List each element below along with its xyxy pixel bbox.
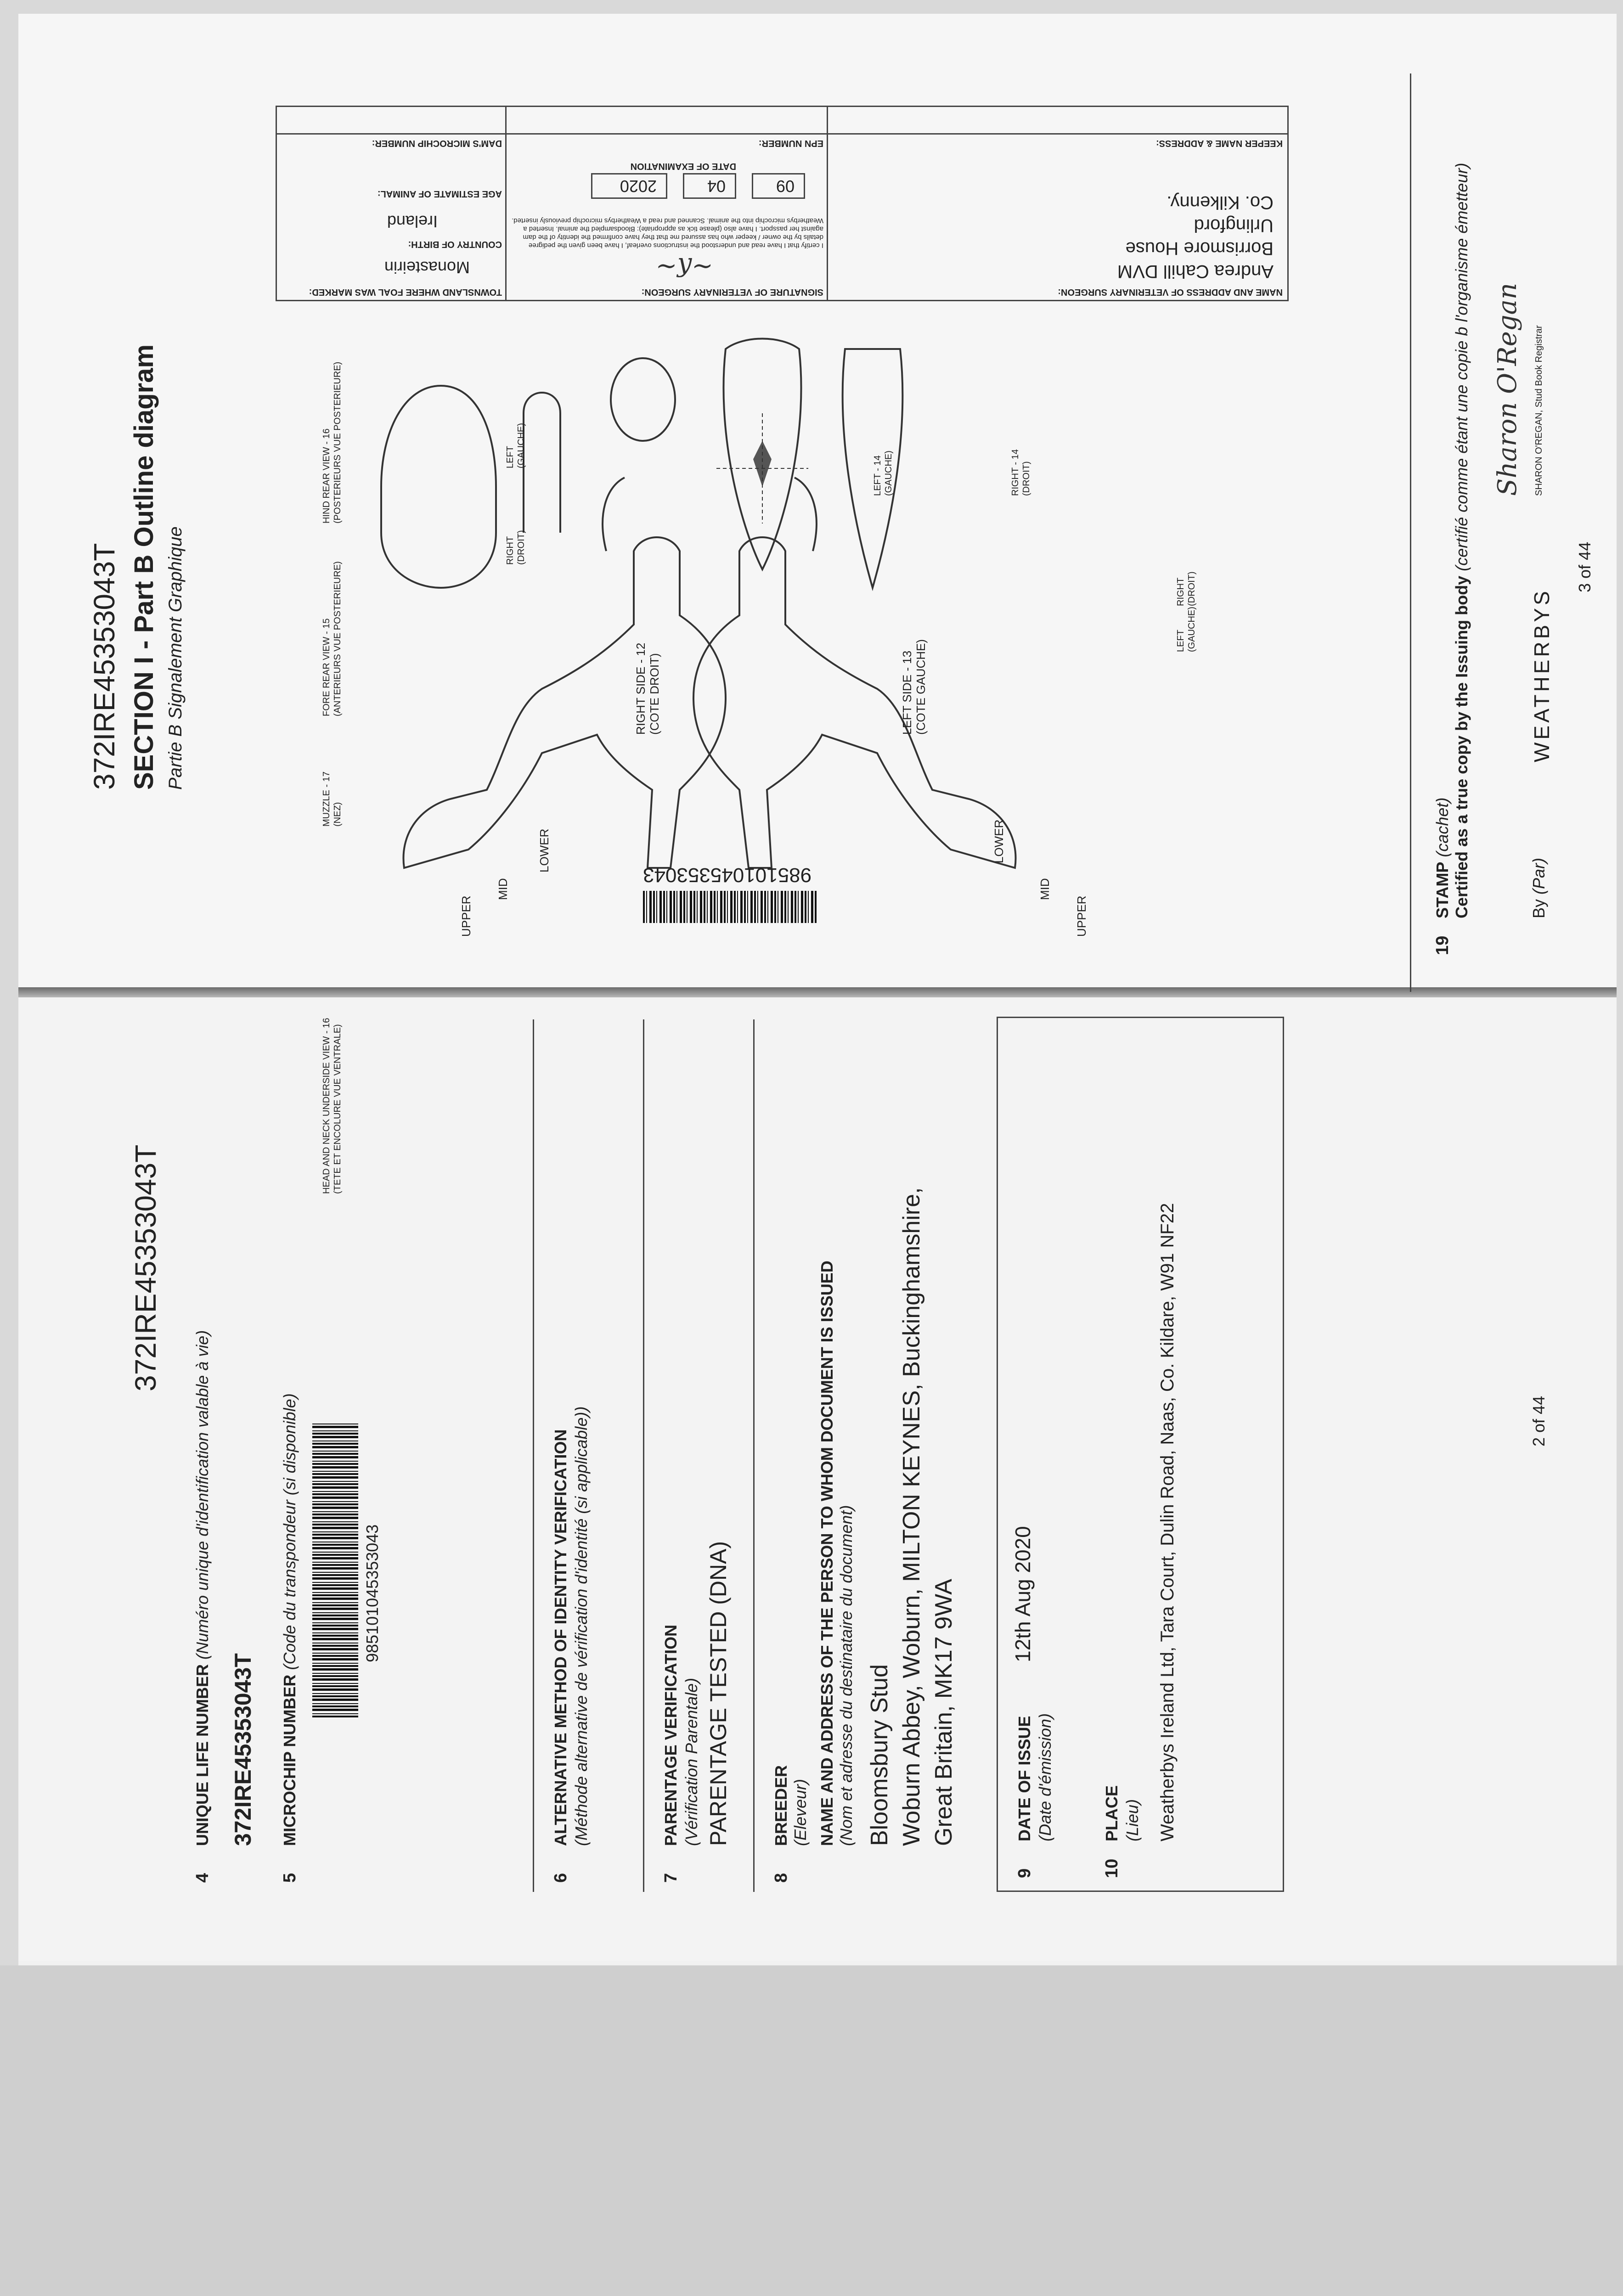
field-19-label: STAMP (cachet) [1433, 797, 1452, 918]
field-9-number: 9 [1015, 1868, 1034, 1878]
divider [643, 1019, 644, 1892]
breeder-address-line2: Great Britain, MK17 9WA [930, 1579, 957, 1846]
upper-label-2: UPPER [1075, 895, 1088, 937]
date-of-issue: 12th Aug 2020 [1011, 1526, 1035, 1662]
lower-label: LOWER [537, 828, 551, 872]
left-side-label: LEFT SIDE - 13 [900, 650, 914, 735]
field-5-number: 5 [280, 1873, 299, 1883]
field-10-label-fr: (Lieu) [1123, 1799, 1142, 1841]
country-label: COUNTRY OF BIRTH: [408, 239, 502, 249]
fore-rear-label-fr: (ANTERIEURS VUE POSTERIEURE) [332, 561, 343, 716]
field-4-number: 4 [193, 1873, 212, 1883]
field-9-label: DATE OF ISSUE [1015, 1716, 1034, 1841]
mid-label-top [496, 762, 514, 900]
left-side-label-fr: (COTE GAUCHE) [914, 639, 928, 735]
head-left-labels [873, 312, 909, 496]
fore-rear-label: FORE REAR VIEW - 15 [321, 618, 332, 716]
breeder-address-line1: Woburn Abbey, Woburn, MILTON KEYNES, Buckinghamshire, [898, 1187, 925, 1846]
diagram-barcode-number: 985101045353043 [643, 864, 812, 886]
vet-name-label: NAME AND ADDRESS OF VETERINARY SURGEON: [1058, 287, 1283, 297]
country-value: Ireland [387, 212, 438, 231]
vet-signature: ~ʎ~ [655, 252, 713, 281]
vet-line-4: Co. Kilkenny. [1167, 192, 1274, 213]
underside-left-label-fr: (GAUCHE) [1187, 607, 1197, 652]
field-5-label: MICROCHIP NUMBER (Code du transpondeur (si disponible) [280, 1393, 299, 1846]
muzzle-label: MUZZLE - 17 [321, 771, 332, 827]
fore-left-label-fr: (GAUCHE) [516, 423, 526, 468]
age-label: AGE ESTIMATE OF ANIMAL: [377, 189, 502, 199]
field-8-sublabel-fr: (Nom et adresse du destinataire du document) [837, 1505, 856, 1846]
fore-right-labels [505, 381, 542, 565]
lower-label-top [537, 735, 556, 872]
vet-divider-1 [827, 107, 828, 300]
fore-right-label-fr: (DROIT) [516, 530, 526, 565]
page-header-id: 372IRE45353043T [129, 1144, 162, 1391]
unique-life-number: 372IRE45353043T [230, 1653, 256, 1846]
section-title: SECTION I - Part B Outline diagram [129, 344, 159, 790]
field-19-by: By (Par) [1529, 857, 1548, 918]
date-exam-label: DATE OF EXAMINATION [630, 161, 736, 171]
date-month-box: 04 [683, 173, 736, 199]
divider [753, 1019, 755, 1892]
vet-divider-h [277, 133, 1287, 135]
diagram-barcode [643, 891, 817, 923]
field-9-label-fr: (Date d'émission) [1036, 1713, 1054, 1841]
field-10-label: PLACE [1102, 1785, 1121, 1841]
mid-label-2: MID [1038, 878, 1052, 900]
upper-label-bottom [1075, 799, 1093, 937]
keeper-label: KEEPER NAME & ADDRESS: [1156, 138, 1283, 148]
muzzle-label-fr: (NEZ) [332, 802, 343, 827]
left14-label: LEFT - 14 [873, 455, 883, 496]
head-neck-labels [321, 872, 358, 1194]
certify-text: I certify that I have read and understood the instructions overleaf, I have been given the pedigree details by the owner / keeper who has assured me that they have confirmed the identity of the dam against her passport. I have also (please tick as appropriate): Bloodsampled the animal. Inserted a Weatherbys microchip into the animal. Scanned and read a Weatherbys microchip previously inserted. [512, 217, 823, 249]
townsland-label: TOWNSLAND WHERE FOAL WAS MARKED: [309, 287, 502, 297]
head-neck-label-fr: (TETE ET ENCOLURE VUE VENTRALE) [332, 1024, 343, 1194]
upper-label-top [459, 799, 478, 937]
microchip-barcode [312, 1424, 358, 1717]
field-10-number: 10 [1102, 1858, 1121, 1878]
vet-line-2: Borrismore House [1125, 238, 1274, 259]
field-7-number: 7 [661, 1873, 681, 1883]
page-number-3: 3 of 44 [1575, 541, 1594, 592]
left-side-labels [900, 459, 992, 735]
lower-label-2: LOWER [992, 819, 1006, 863]
date-day-box: 09 [752, 173, 805, 199]
left-page-number [1529, 1309, 1557, 1446]
underside-right-labels [1176, 468, 1212, 606]
section-subtitle: Partie B Signalement Graphique [165, 526, 186, 790]
parentage-value: PARENTAGE TESTED (DNA) [705, 1541, 731, 1846]
date-year-box: 2020 [591, 173, 667, 199]
hind-rear-view [381, 386, 496, 588]
vet-line-3: Urlingford [1194, 215, 1274, 236]
breeder-name: Bloomsbury Stud [866, 1664, 893, 1846]
fore-right-label: RIGHT [505, 536, 515, 565]
microchip-number: 985101045353043 [363, 1524, 382, 1662]
right14-label-fr: (DROIT) [1021, 461, 1031, 496]
mid-label-bottom [1038, 762, 1056, 900]
hind-rear-label: HIND REAR VIEW - 16 [321, 428, 332, 523]
upper-label: UPPER [459, 895, 473, 937]
place-of-issue: Weatherbys Ireland Ltd, Tara Court, Dulin Road, Naas, Co. Kildare, W91 NF22 [1157, 1203, 1178, 1841]
townsland-value: Monasteirin [384, 258, 470, 277]
tail-right [603, 478, 625, 551]
page-number-2: 2 of 44 [1529, 1396, 1548, 1446]
right14-label: RIGHT - 14 [1010, 449, 1020, 496]
fore-left-label: LEFT [505, 446, 515, 468]
muzzle-labels [321, 643, 358, 827]
stamp-section [1424, 60, 1607, 955]
field-19-number: 19 [1433, 935, 1452, 955]
vet-divider-2 [505, 107, 507, 300]
underside-right-label: RIGHT [1176, 577, 1186, 606]
field-6-number: 6 [551, 1873, 570, 1883]
right-page-header [87, 101, 271, 790]
field-6-label: ALTERNATIVE METHOD OF IDENTITY VERIFICATION [551, 1429, 570, 1846]
field-7-label-fr: (Vérification Parentale) [682, 1677, 701, 1846]
hind-rear-label-fr: (POSTERIEURS VUE POSTERIEURE) [332, 361, 343, 523]
signature-label: SIGNATURE OF VETERINARY SURGEON: [641, 287, 823, 297]
left-page-content [64, 1001, 1607, 1919]
underside-left-label: LEFT [1176, 630, 1186, 652]
right-side-label: RIGHT SIDE - 12 [634, 642, 648, 735]
field-7-label: PARENTAGE VERIFICATION [661, 1624, 680, 1846]
scanner-margin [0, 1965, 1623, 2296]
lower-label-bottom [992, 726, 1010, 863]
head-right-labels [1010, 312, 1047, 496]
divider [533, 1019, 534, 1892]
field-8-number: 8 [772, 1873, 791, 1883]
issue-details [987, 1001, 1309, 1919]
page-fold [18, 987, 1617, 997]
stamp-top-border [1410, 73, 1411, 992]
vet-table [276, 106, 1289, 301]
tail-left [795, 478, 817, 551]
right-side-labels [634, 459, 726, 735]
right-side-label-fr: (COTE DROIT) [648, 653, 661, 735]
dam-chip-label: DAM'S MICROCHIP NUMBER: [372, 138, 502, 148]
registrar-name: SHARON O'REGAN, Stud Book Registrar [1534, 325, 1544, 496]
head-neck-label: HEAD AND NECK UNDERSIDE VIEW - 16 [321, 1018, 332, 1194]
registrar-signature: Sharon O'Regan [1493, 282, 1522, 496]
muzzle-view [611, 358, 675, 441]
field-8-label-fr: (Eleveur) [791, 1778, 810, 1846]
left14-label-fr: (GAUCHE) [884, 450, 894, 496]
field-6-label-fr: (Méthode alternative de vérification d'identité (si applicable)) [572, 1406, 591, 1846]
field-8-label: BREEDER [772, 1765, 790, 1846]
weatherbys-logo: WEATHERBYS [1530, 588, 1554, 762]
field-8-sublabel: NAME AND ADDRESS OF THE PERSON TO WHOM DOCUMENT IS ISSUED [817, 1261, 836, 1846]
vet-line-1: Andrea Cahill DVM [1117, 261, 1274, 281]
epn-label: EPN NUMBER: [758, 138, 823, 148]
underside-right-label-fr: (DROIT) [1187, 571, 1197, 606]
mid-label: MID [496, 878, 510, 900]
field-19-certified: Certified as a true copy by the Issuing body (certifié comme étant une copie b l'organisme émetteur) [1452, 163, 1471, 918]
field-4-label: UNIQUE LIFE NUMBER (Numéro unique d'identification valable à vie) [193, 1330, 212, 1846]
page-header-id-right: 372IRE45353043T [88, 543, 121, 790]
